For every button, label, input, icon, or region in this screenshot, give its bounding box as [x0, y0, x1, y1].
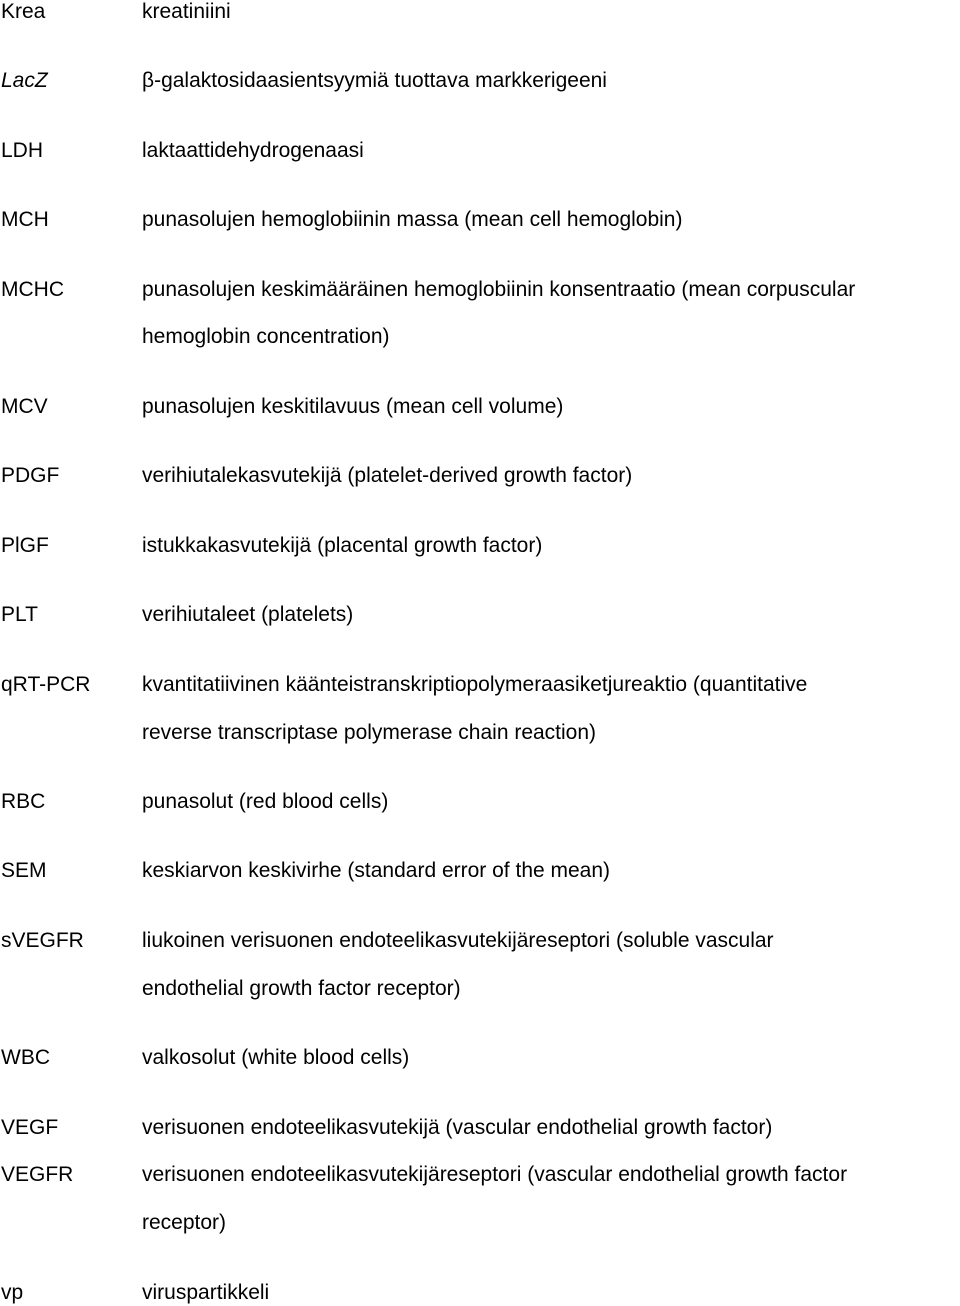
abbreviation-description: verisuonen endoteelikasvutekijäreseptori (vascular endothelial growth factor [142, 1163, 848, 1186]
abbreviation-description: kvantitatiivinen käänteistranskriptiopolymeraasiketjureaktio (quantitative [142, 673, 808, 696]
abbreviation-description-continued: hemoglobin concentration) [142, 325, 390, 348]
abbreviation-term: WBC [1, 1046, 50, 1069]
abbreviation-description: viruspartikkeli [142, 1281, 270, 1304]
abbreviation-term: VEGFR [1, 1163, 74, 1186]
abbreviation-description: verisuonen endoteelikasvutekijä (vascular endothelial growth factor) [142, 1116, 773, 1139]
abbreviation-term: qRT-PCR [1, 673, 91, 696]
abbreviation-description: punasolut (red blood cells) [142, 790, 389, 813]
abbreviation-term: sVEGFR [1, 929, 84, 952]
abbreviation-description: punasolujen hemoglobiinin massa (mean cell hemoglobin) [142, 208, 683, 231]
abbreviation-term: MCV [1, 395, 48, 418]
abbreviation-term: Krea [1, 0, 46, 23]
abbreviation-description: punasolujen keskitilavuus (mean cell volume) [142, 395, 564, 418]
abbreviation-description: istukkakasvutekijä (placental growth factor) [142, 534, 543, 557]
abbreviation-description: verihiutaleet (platelets) [142, 603, 354, 626]
abbreviation-description: kreatiniini [142, 0, 231, 23]
abbreviation-description: valkosolut (white blood cells) [142, 1046, 410, 1069]
abbreviation-description: laktaattidehydrogenaasi [142, 139, 364, 162]
abbreviation-term: vp [1, 1281, 24, 1304]
abbreviation-description-continued: receptor) [142, 1211, 227, 1234]
abbreviation-term: VEGF [1, 1116, 59, 1139]
abbreviation-description-continued: endothelial growth factor receptor) [142, 977, 461, 1000]
abbreviation-term: MCH [1, 208, 49, 231]
abbreviation-term: RBC [1, 790, 46, 813]
abbreviation-description: verihiutalekasvutekijä (platelet-derived growth factor) [142, 464, 633, 487]
abbreviation-description: keskiarvon keskivirhe (standard error of the mean) [142, 859, 611, 882]
abbreviation-term: PlGF [1, 534, 49, 557]
abbreviation-description-continued: reverse transcriptase polymerase chain reaction) [142, 721, 597, 744]
abbreviation-description: punasolujen keskimääräinen hemoglobiinin konsentraatio (mean corpuscular [142, 278, 856, 301]
abbreviation-term: SEM [1, 859, 47, 882]
abbreviation-description: β-galaktosidaasientsyymiä tuottava markkerigeeni [142, 69, 607, 92]
abbreviation-term: PDGF [1, 464, 60, 487]
abbreviation-term: MCHC [1, 278, 64, 301]
abbreviation-term: LacZ [1, 69, 48, 92]
abbreviation-term: LDH [1, 139, 44, 162]
abbreviation-term: PLT [1, 603, 38, 626]
abbreviation-description: liukoinen verisuonen endoteelikasvutekijäreseptori (soluble vascular [142, 929, 774, 952]
